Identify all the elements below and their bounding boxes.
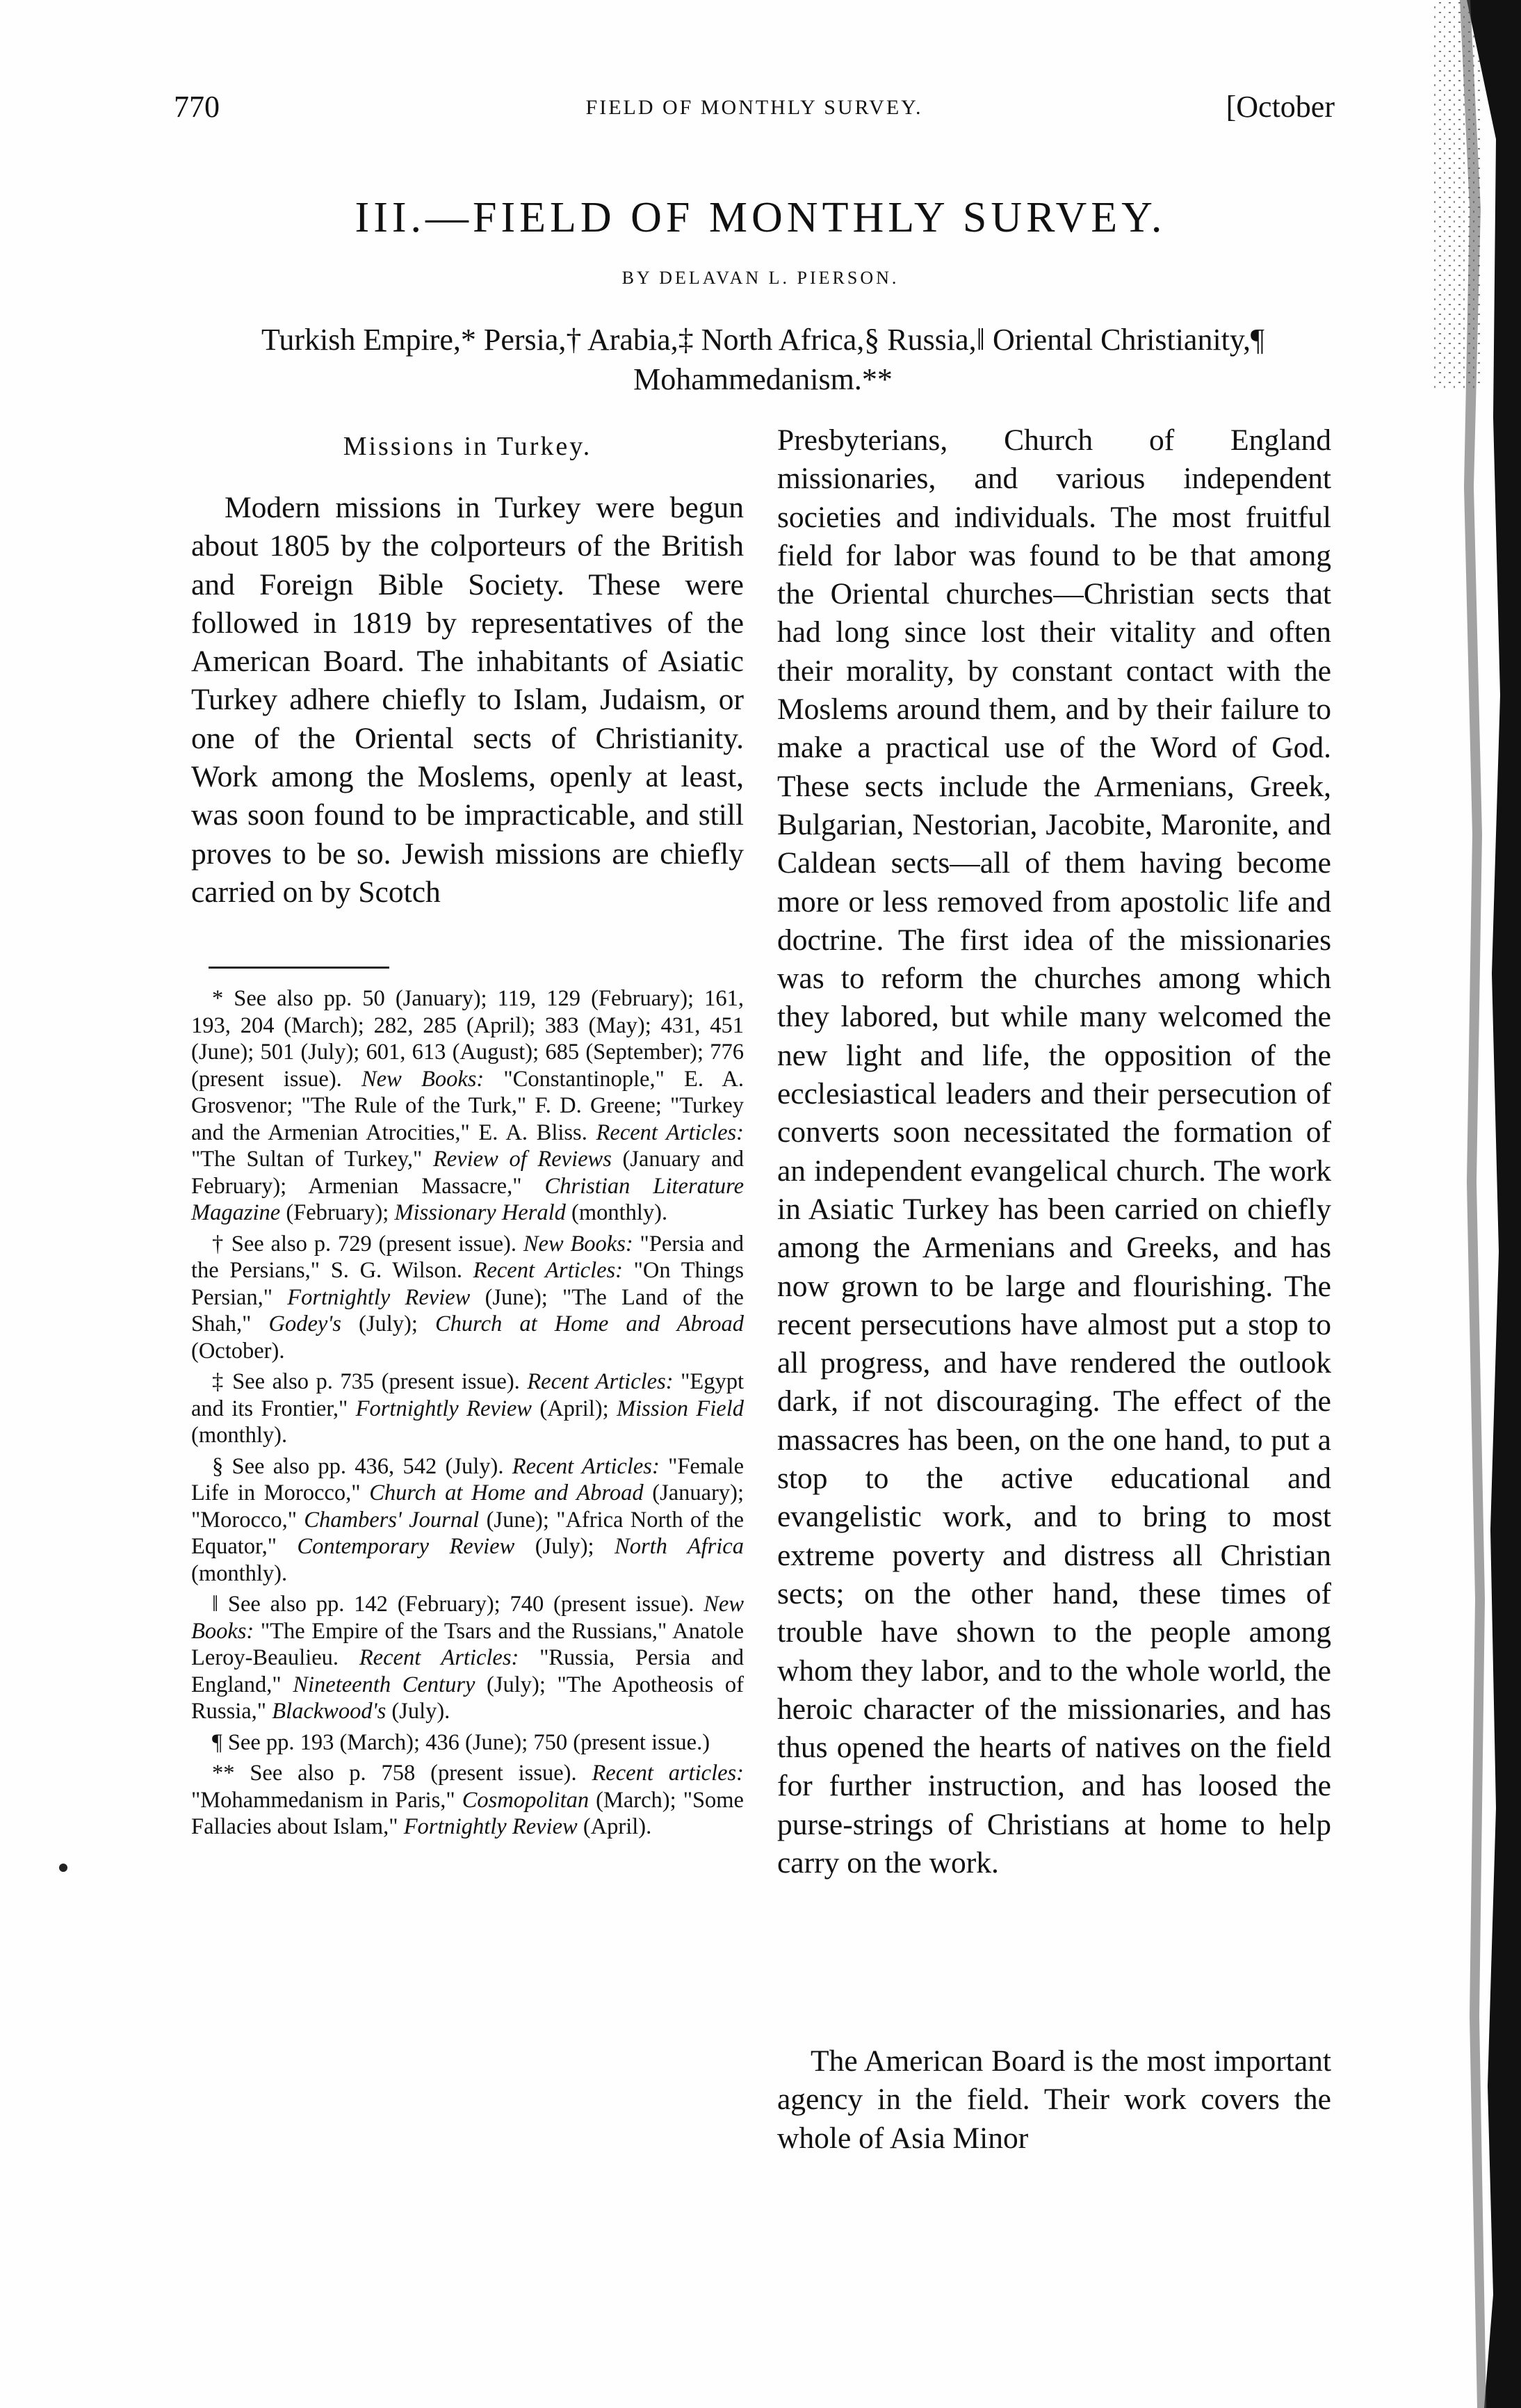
footnote-text-run: ¶ See pp. 193 (March); 436 (June); 750 (present issue.) [212, 1729, 710, 1755]
footnote-text-run: (April); [531, 1396, 617, 1421]
footnote-italic-run: Recent Articles: [596, 1120, 744, 1145]
section-heading: Missions in Turkey. [343, 432, 592, 461]
footnote-italic-run: Mission Field [617, 1396, 745, 1421]
footnote [191, 1729, 744, 1756]
left-paragraph-text: Modern missions in Turkey were begun about 1805 by the colporteurs of the British and Foreign Bible Society. These were followed in 1819 by representatives of the American Board. The inhabitants of Asiatic Turkey adhere chiefly to Islam, Judaism, or one of the Oriental sects of Christianity. Work among the Moslems, openly at least, was soon found to be impracticable, and still proves to be so. Jewish missions are chiefly carried on by Scotch [191, 491, 744, 909]
footnote [191, 1591, 744, 1725]
footnote-text-run: (January and February); Armenian Massacre," [191, 1147, 744, 1199]
footnote-rule [209, 967, 389, 969]
left-column-paragraph [191, 489, 744, 912]
footnote-italic-run: Recent Articles: [359, 1645, 519, 1670]
page-number: 770 [174, 90, 220, 124]
footnote-text-run: (monthly). [191, 1560, 288, 1586]
footnote-italic-run: New Books: [191, 1592, 744, 1644]
footnote-text-run: "Russia, Persia and England," [191, 1645, 745, 1697]
footnote-italic-run: Cosmopolitan [462, 1787, 589, 1813]
footnote-italic-run: Church at Home and Abroad [369, 1480, 644, 1505]
footnotes [191, 985, 744, 1845]
footnote-text-run: "Female Life in Morocco," [191, 1453, 744, 1505]
footnote [191, 1231, 744, 1365]
footnote-italic-run: Recent Articles: [473, 1258, 623, 1283]
footnote-italic-run: Christian Literature Magazine [191, 1173, 744, 1225]
footnote-italic-run: New Books: [523, 1231, 633, 1256]
footnote [191, 1368, 744, 1449]
footnote-italic-run: Fortnightly Review [287, 1284, 471, 1310]
footnote-text-run: (June); "The Land of the Shah," [191, 1284, 744, 1336]
footnote-text-run: (October). [191, 1338, 285, 1364]
footnote [191, 985, 744, 1227]
footnote-text-run: (June); "Africa North of the Equator," [191, 1507, 744, 1559]
footnote-italic-run: Recent articles: [592, 1761, 744, 1786]
footnote-italic-run: Contemporary Review [297, 1534, 515, 1559]
footnote-italic-run: Recent Articles: [512, 1453, 660, 1479]
footnote-text-run: (July); [514, 1534, 615, 1559]
right-paragraph-1-text: Presbyterians, Church of England missionaries, and various independent societies and individuals. The most fruitful field for labor was found to be that among the Oriental churches—Christian sects that had long since lost their vitality and often their morality, by constant contact with the Moslems around them, and by their failure to make a practical use of the Word of God. These sects include the Armenians, Greek, Bulgarian, Nestorian, Jacobite, Maronite, and Caldean sects—all of them having become more or less removed from apostolic life and doctrine. The first idea of the missionaries was to reform the churches among which they labored, but while many welcomed the new light and life, the opposition of the ecclesiastical leaders and their persecution of converts soon necessitated the formation of an independent evangelical church. The work in Asiatic Turkey has been carried on chiefly among the Armenians and Greeks, and has now grown to be large and flourishing. The recent persecutions have almost put a stop to all progress, and have rendered the outlook dark, if not discouraging. The effect of the massacres has been, on the one hand, to put a stop to the active educational and evangelistic work, and to bring to most extreme poverty and distress all Christian sects; on the other hand, these times of trouble have shown to the people among whom they labor, and to the whole world, the heroic character of the missionaries, and has thus opened the hearts of natives on the field for further instruction, and has loosed the purse-strings of Christians at home to help carry on the work. [777, 423, 1331, 1880]
footnote-text-run: (July); "The Apotheosis of Russia," [191, 1672, 745, 1724]
scan-speck [59, 1864, 67, 1872]
footnote-text-run: (July). [386, 1699, 450, 1724]
footnote-text-run: ‡ See also p. 735 (present issue). [212, 1369, 528, 1394]
right-paragraph-2-text: The American Board is the most important agency in the field. Their work covers the whole of Asia Minor [777, 2044, 1331, 2155]
footnote-text-run: (July); [341, 1311, 435, 1336]
footnote-italic-run: Fortnightly Review [355, 1396, 532, 1421]
footnote-italic-run: Godey's [268, 1311, 341, 1336]
footnote-italic-run: Church at Home and Abroad [434, 1311, 744, 1336]
footnote-text-run: "The Empire of the Tsars and the Russians," Anatole Leroy-Beaulieu. [191, 1618, 744, 1670]
footnote-text-run: "Egypt and its Frontier," [191, 1369, 744, 1421]
footnote-italic-run: Review of Reviews [432, 1147, 612, 1172]
right-column-paragraph-2 [777, 2042, 1331, 2158]
footnote-text-run: ‖ See also pp. 142 (February); 740 (present issue). [212, 1592, 704, 1617]
footnote [191, 1760, 744, 1841]
scanned-page-edge [1418, 0, 1521, 2408]
footnote-text-run: (February); [280, 1200, 395, 1225]
issue-month: [October [1226, 90, 1335, 124]
footnote-italic-run: New Books: [361, 1066, 485, 1092]
footnote-text-run: "On Things Persian," [191, 1258, 744, 1310]
footnote [191, 1453, 744, 1587]
byline: BY DELAVAN L. PIERSON. [621, 268, 900, 288]
footnote-text-run: "Constantinople," E. A. Grosvenor; "The Rule of the Turk," F. D. Greene; "Turkey and the Armenian Atrocities," E. A. Bliss. [191, 1066, 745, 1145]
footnote-italic-run: Blackwood's [272, 1699, 387, 1724]
footnote-text-run: † See also p. 729 (present issue). [212, 1231, 523, 1256]
running-title: FIELD OF MONTHLY SURVEY. [585, 96, 923, 119]
footnote-italic-run: Recent Articles: [527, 1369, 674, 1394]
footnote-text-run: (monthly). [191, 1423, 288, 1448]
footnote-text-run: "The Sultan of Turkey," [191, 1147, 433, 1172]
footnote-italic-run: Fortnightly Review [403, 1814, 578, 1839]
footnote-text-run: "Persia and the Persians," S. G. Wilson. [191, 1231, 745, 1283]
footnote-text-run: "Mohammedanism in Paris," [191, 1787, 462, 1813]
footnote-text-run: ** See also p. 758 (present issue). [212, 1761, 592, 1786]
running-head [174, 89, 1335, 131]
footnote-text-run: * See also pp. 50 (January); 119, 129 (February); 161, 193, 204 (March); 282, 285 (April); 383 (May); 431, 451 (June); 501 (July); 601, 613 (August); 685 (September); 776 (present issue). [191, 986, 744, 1092]
footnote-italic-run: Missionary Herald [394, 1200, 566, 1225]
right-column-paragraph-1 [777, 421, 1331, 1882]
footnote-text-run: (April). [577, 1814, 652, 1839]
footnote-text-run: § See also pp. 436, 542 (July). [212, 1453, 512, 1479]
topics-line: Turkish Empire,* Persia,† Arabia,‡ North Africa,§ Russia,‖ Oriental Christianity,¶ Mohammedanism.** [261, 323, 1264, 396]
footnote-italic-run: Chambers' Journal [304, 1507, 480, 1533]
footnote-text-run: (March); "Some Fallacies about Islam," [191, 1787, 744, 1839]
article-title: III.—FIELD OF MONTHLY SURVEY. [355, 194, 1166, 241]
footnote-text-run: (monthly). [565, 1200, 668, 1225]
footnote-italic-run: North Africa [615, 1534, 744, 1559]
footnote-text-run: (January); "Morocco," [191, 1480, 745, 1533]
footnote-italic-run: Nineteenth Century [293, 1672, 475, 1697]
